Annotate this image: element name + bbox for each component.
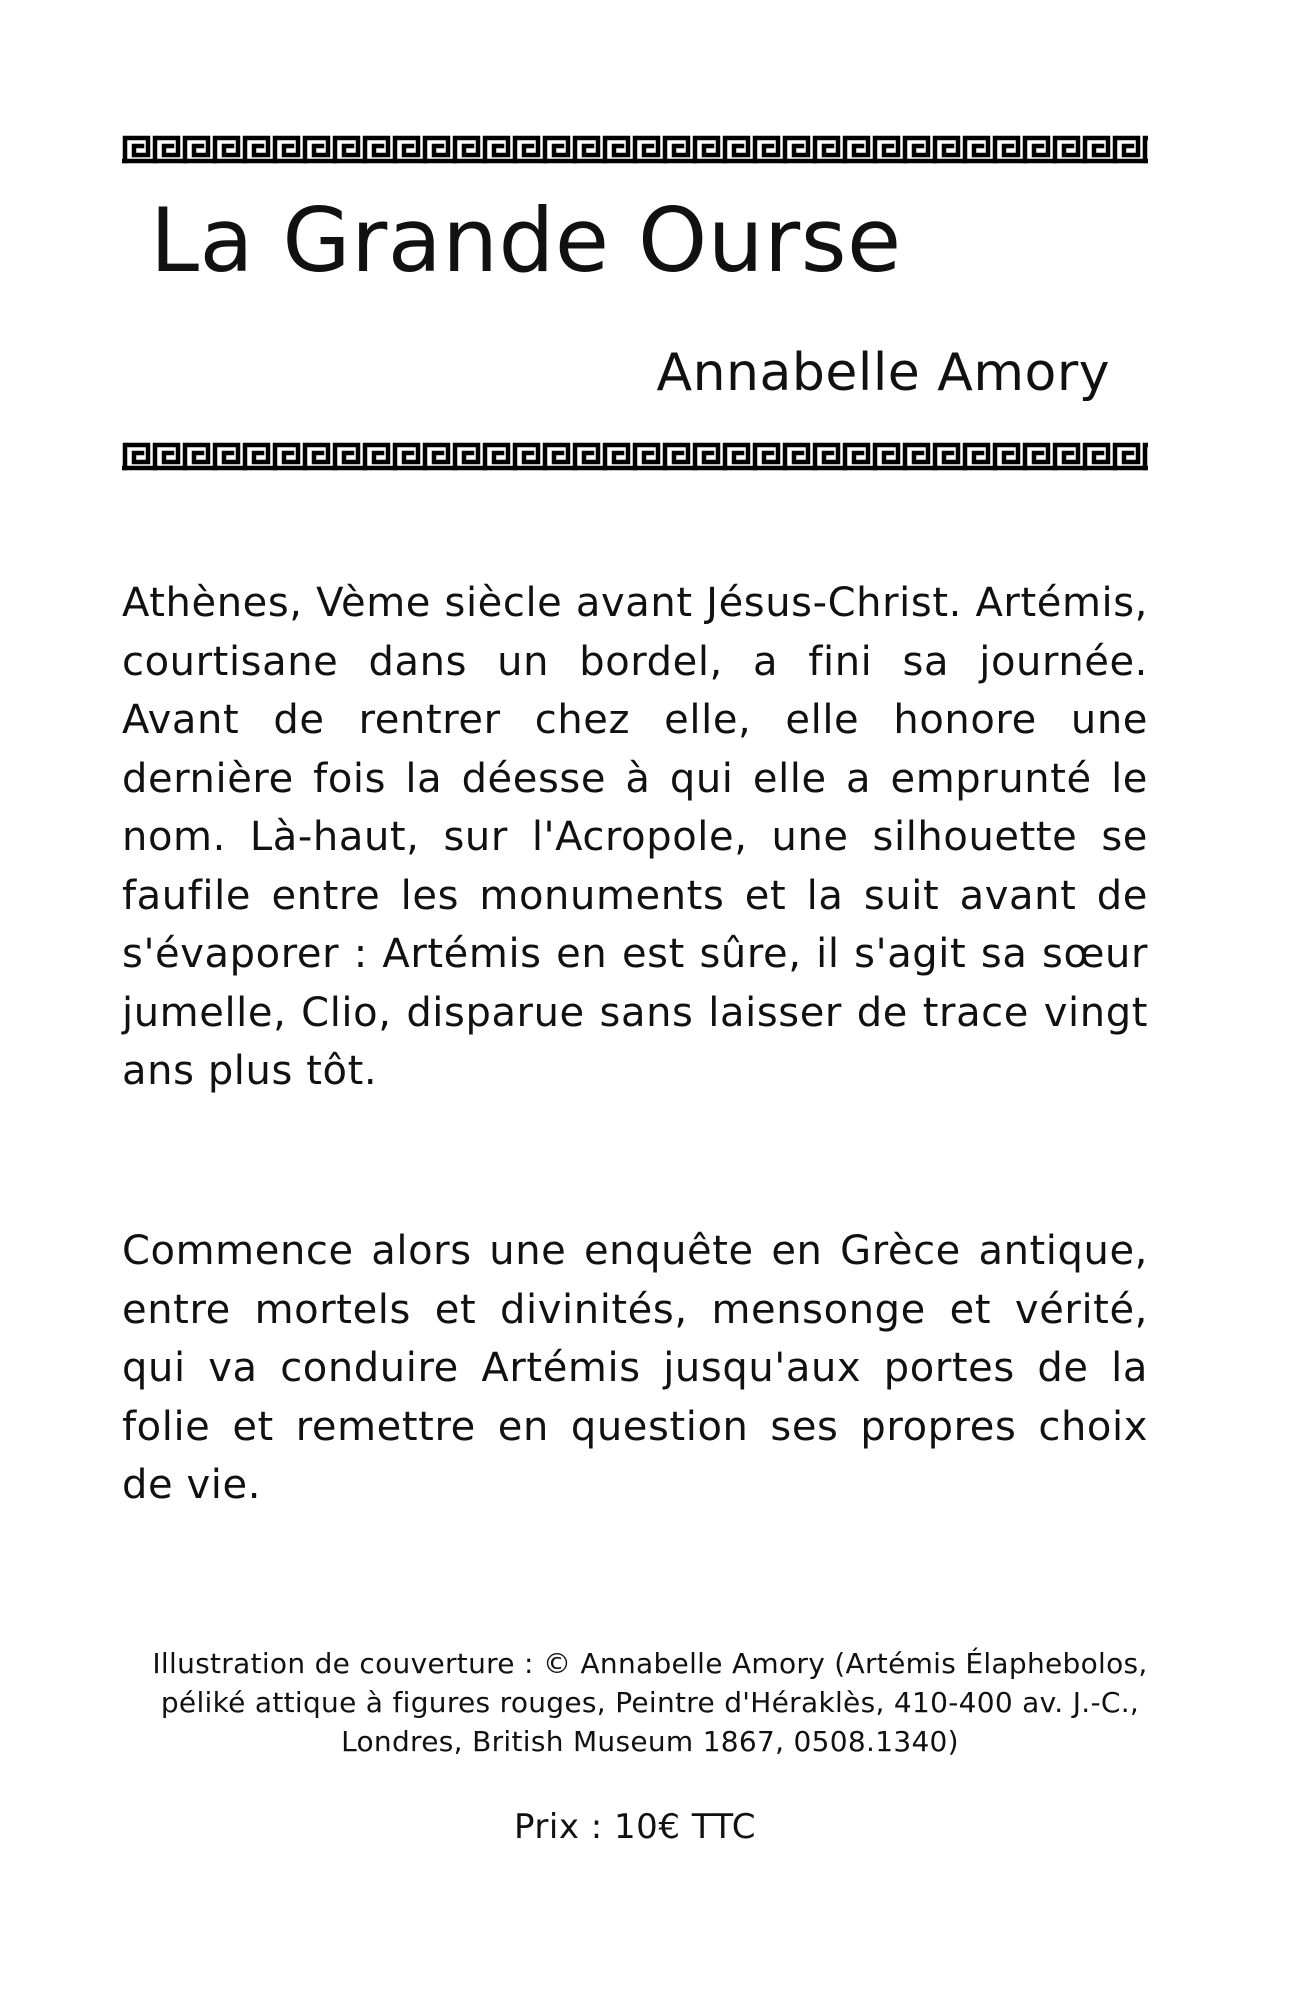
illustration-credit: Illustration de couverture : © Annabelle Amory (Artémis Élaphebolos, péliké attique à figures rouges, Peintre d'Héraklès, 410-400 av. J.-C., Londres, British Museum 1867, 0508.1340) [152,1647,1148,1758]
blurb-paragraph: Athènes, Vème siècle avant Jésus-Christ. Artémis, courtisane dans un bordel, a fini sa journée. Avant de rentrer chez elle, elle honore une dernière fois la déesse à qui elle a emprunté le nom. Là-haut, sur l'Acropole, une silhouette se faufile entre les monuments et la suit avant de s'évaporer : Artémis en est sûre, il s'agit sa sœur jumelle, Clio, disparue sans laisser de trace vingt ans plus tôt. [122,580,1148,1094]
greek-key-border-icon [122,441,1148,471]
greek-key-border-icon [122,134,1148,164]
blurb-paragraph: Commence alors une enquête en Grèce antique, entre mortels et divinités, mensonge et vérité, qui va conduire Artémis jusqu'aux portes de la folie et remettre en question ses propres choix de vie. [122,1228,1148,1508]
price-label: Prix : 10€ TTC [514,1807,756,1847]
book-title: La Grande Ourse [150,189,902,292]
book-author: Annabelle Amory [656,343,1110,403]
